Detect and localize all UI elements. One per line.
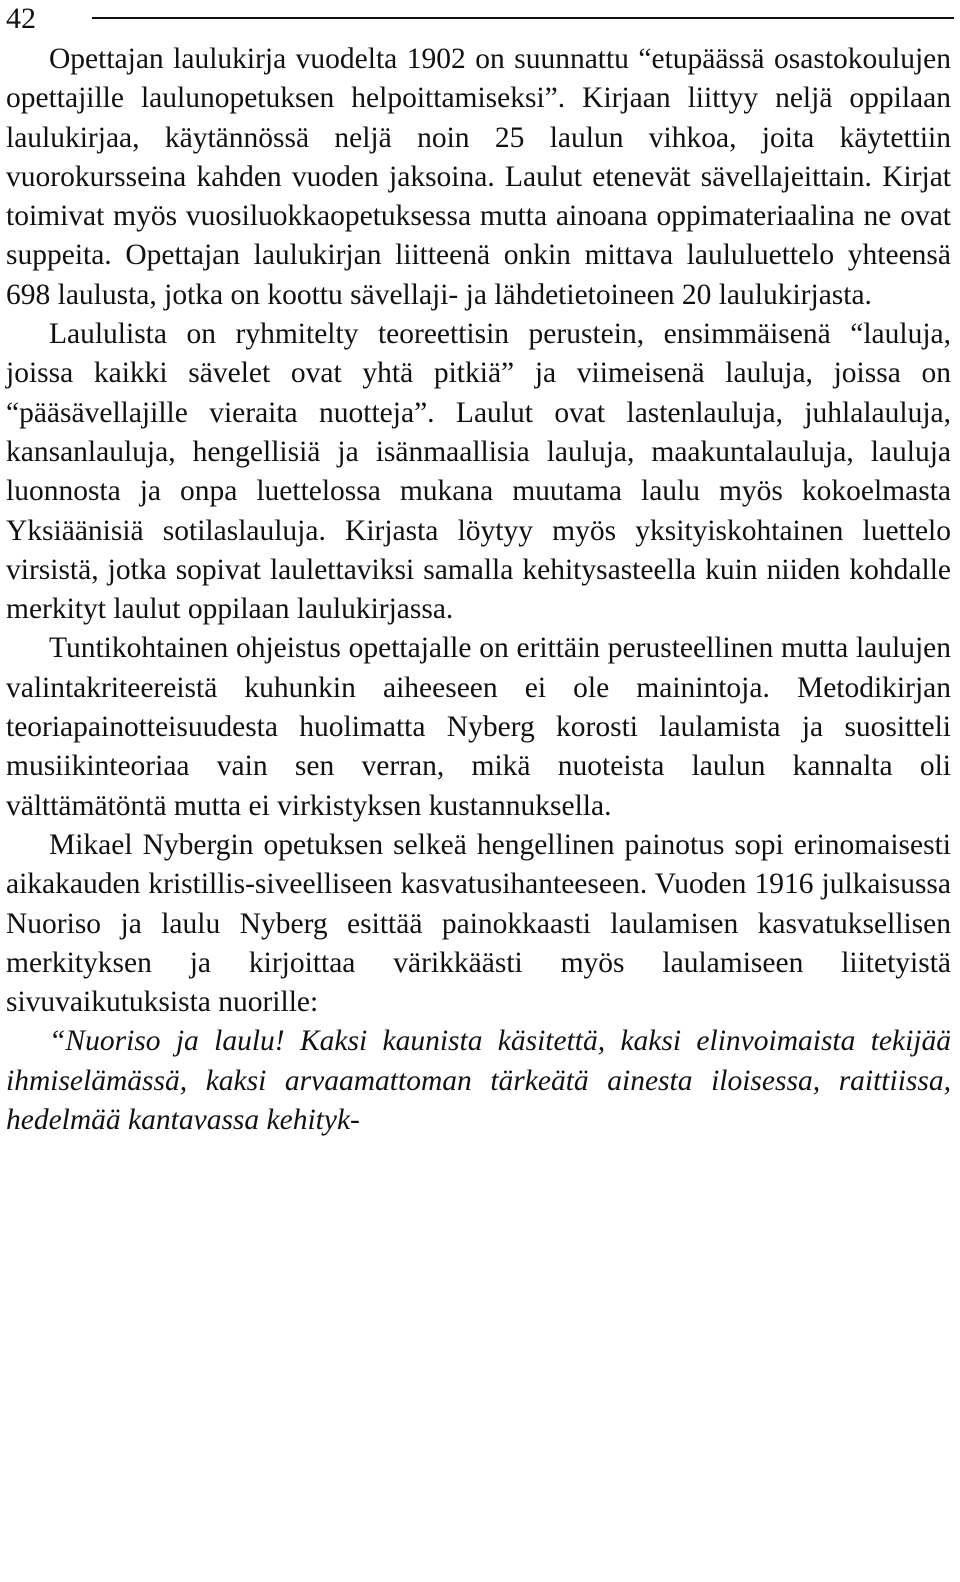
body-text <box>6 40 951 1140</box>
paragraph-opettajan-laulukirja: Opettajan laulukirja vuodelta 1902 on suunnattu “etupäässä osastokoulujen opettajille laulunopetuksen helpoittamiseksi”. Kirjaan liittyy neljä oppilaan laulukirjaa, käytännössä neljä noin 25 laulun vihkoa, joita käytettiin vuorokursseina kahden vuoden jaksoina. Laulut etenevät sävellajeittain. Kirjat toimivat myös vuosiluokkaopetuksessa mutta ainoana oppimateriaalina ne ovat suppeita. Opettajan laulukirjan liitteenä onkin mittava laululuettelo yhteensä 698 laulusta, jotka on koottu sävellaji- ja lähdetietoineen 20 laulukirjasta. <box>6 43 951 311</box>
paragraph-mikael-nyberg: Mikael Nybergin opetuksen selkeä hengellinen painotus sopi erinomaisesti aikakauden kristillis-siveelliseen kasvatusihanteeseen. Vuoden 1916 julkaisussa Nuoriso ja laulu Nyberg esittää painokkaasti laulamisen kasvatuksellisen merkityksen ja kirjoittaa värikkäästi myös laulamiseen liitetyistä sivuvaikutuksista nuorille: <box>6 828 951 1019</box>
page-header <box>0 0 960 42</box>
page-number: 42 <box>6 2 36 35</box>
quote-nuoriso-ja-laulu: “Nuoriso ja laulu! Kaksi kaunista käsitettä, kaksi elinvoimaista tekijää ihmiselämässä, kaksi arvaamattoman tärkeätä ainesta iloisessa, raittiissa, hedelmää kantavassa kehityk- <box>6 1025 951 1137</box>
header-rule <box>92 17 954 19</box>
paragraph-laululista: Laululista on ryhmitelty teoreettisin perustein, ensimmäisenä “lauluja, joissa kaikki sävelet ovat yhtä pitkiä” ja viimeisenä lauluja, joissa on “pääsävellajille vieraita nuotteja”. Laulut ovat lastenlauluja, juhlalauluja, kansanlauluja, hengellisiä ja isänmaallisia lauluja, maakuntalauluja, lauluja luonnosta ja onpa luettelossa mukana muutama laulu myös kokoelmasta Yksiäänisiä sotilaslauluja. Kirjasta löytyy myös yksityiskohtainen luettelo virsistä, jotka sopivat laulettaviksi samalla kehitysasteella kuin niiden kohdalle merkityt laulut oppilaan laulukirjassa. <box>6 318 951 626</box>
paragraph-tuntikohtainen-ohjeistus: Tuntikohtainen ohjeistus opettajalle on erittäin perusteellinen mutta laulujen valintakriteereistä kuhunkin aiheeseen ei ole mainintoja. Metodikirjan teoriapainotteisuudesta huolimatta Nyberg korosti laulamista ja suositteli musiikinteoriaa vain sen verran, mikä nuoteista laulun kannalta oli välttämätöntä mutta ei virkistyksen kustannuksella. <box>6 632 951 822</box>
